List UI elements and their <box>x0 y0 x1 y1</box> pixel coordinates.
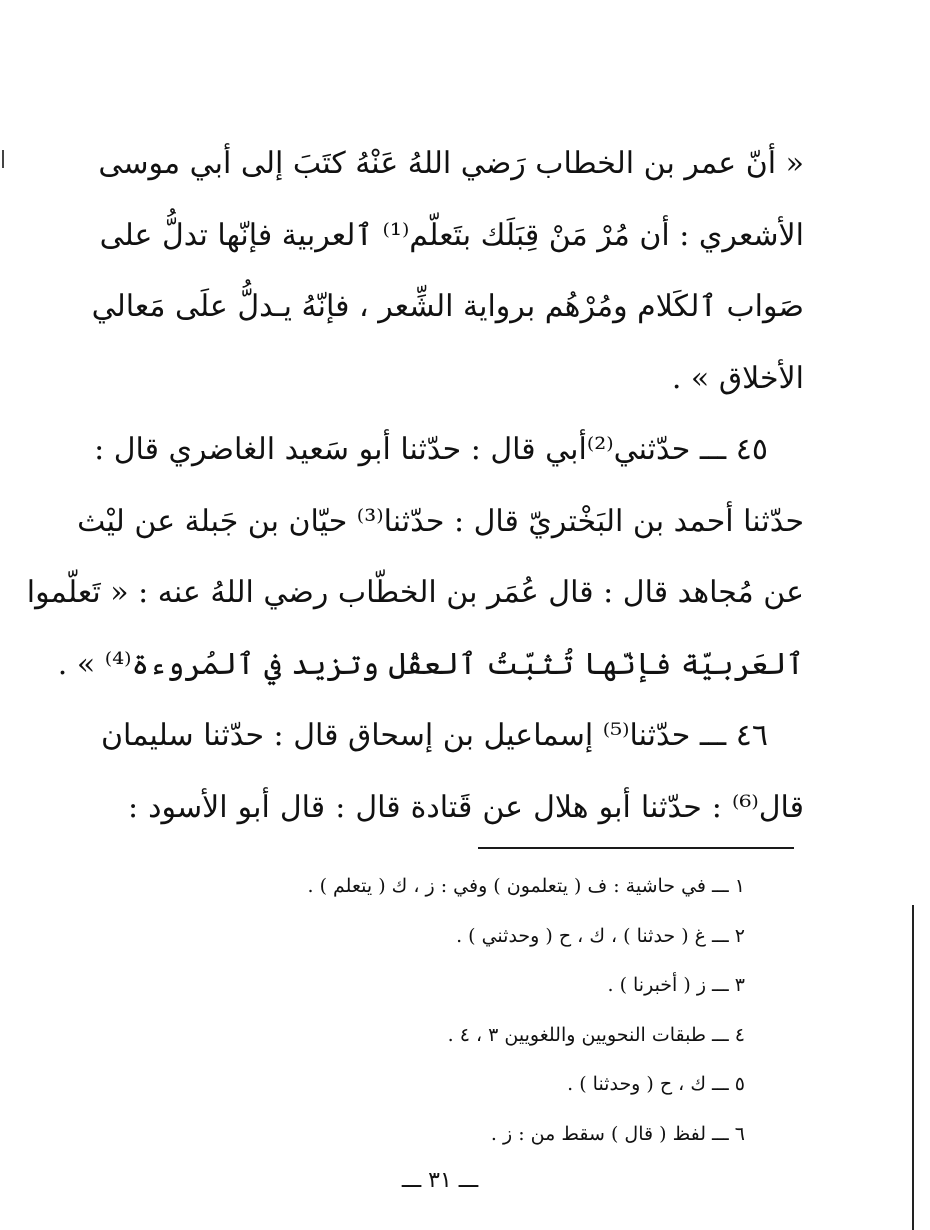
scan-mark <box>2 150 4 168</box>
text-line: ٤٦ ـــ حدّثنا⁽⁵⁾ إسماعيل بن إسحاق قال : حدّثنا سليمان <box>101 718 768 753</box>
footnote: ٢ ـــ غ ( حدثنا ) ، ك ، ح ( وحدثني ) . <box>456 924 745 947</box>
text-line: الأشعري : أن مُرْ مَنْ قِبَلَك بتَعلّم⁽¹⁾ ٱلعربية فإنّها تدلُّ على <box>99 217 804 253</box>
text-line: عن مُجاهد قال : قال عُمَر بن الخطّاب رضي اللهُ عنه : « تَعلّموا <box>26 575 804 610</box>
text-line: ٱلعَربيّة فإنّها تُثبّتُ ٱلعقْل وتزيد في ٱلمُروءة⁽⁴⁾ » . <box>57 646 804 682</box>
footnote: ٣ ـــ ز ( أخبرنا ) . <box>607 974 745 996</box>
text-line: صَواب ٱلكَلام ومُرْهُم برواية الشِّعر ، فإنّهُ يـدلُّ علَى مَعالي <box>91 289 804 324</box>
page-number: ـــ ٣١ ـــ <box>401 1168 479 1193</box>
footnote: ٥ ـــ ك ، ح ( وحدثنا ) . <box>567 1073 745 1095</box>
footnote: ١ ـــ في حاشية : ف ( يتعلمون ) وفي : ز ، ك ( يتعلم ) . <box>307 875 745 897</box>
main-text <box>26 128 804 843</box>
footnote: ٦ ـــ لفظ ( قال ) سقط من : ز . <box>490 1122 745 1145</box>
text-line: الأخلاق » . <box>671 360 804 396</box>
text-line: قال⁽⁶⁾ : حدّثنا أبو هلال عن قَتادة قال : قال أبو الأسود : <box>128 789 804 825</box>
page-edge-line <box>912 905 914 1230</box>
footnote-separator <box>478 847 794 849</box>
text-line: « أنّ عمر بن الخطاب رَضي اللهُ عَنْهُ كتَبَ إلى أبي موسى <box>98 146 804 181</box>
text-line: ٤٥ ـــ حدّثني⁽²⁾أبي قال : حدّثنا أبو سَعيد الغاضري قال : <box>94 432 768 467</box>
text-line: حدّثنا أحمد بن البَخْتريّ قال : حدّثنا⁽³⁾ حيّان بن جَبلة عن ليْث <box>77 503 804 539</box>
footnotes <box>220 862 745 1159</box>
footnote: ٤ ـــ طبقات النحويين واللغويين ٣ ، ٤ . <box>447 1023 745 1046</box>
